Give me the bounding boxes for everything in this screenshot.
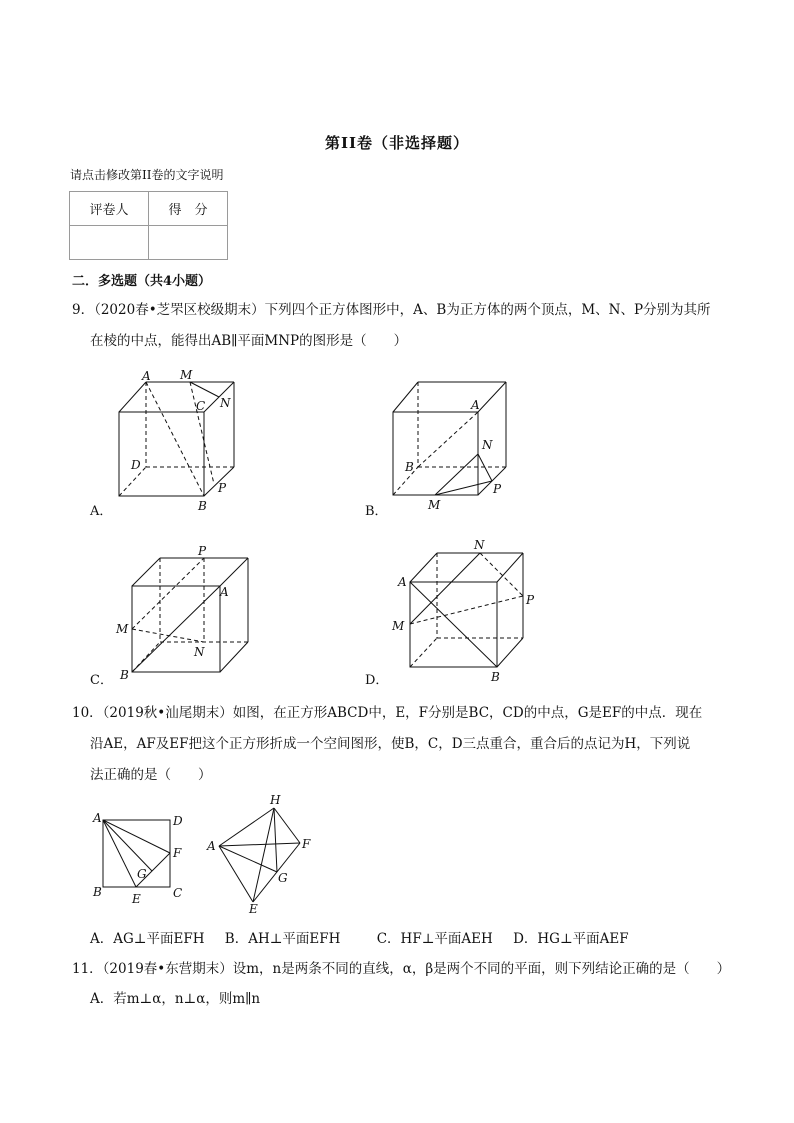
instruction-note[interactable]: 请点击修改第II卷的文字说明 — [70, 168, 224, 182]
q9-option-a[interactable]: A． — [90, 504, 113, 519]
grader-header: 评卷人 — [70, 192, 149, 226]
label-b: B — [120, 668, 129, 682]
section-title: 二．多选题（共4小题） — [72, 274, 212, 289]
label-n: N — [474, 538, 485, 552]
q9-figure-c — [112, 542, 254, 682]
q9-figure-b — [385, 374, 525, 514]
q9-figure-a — [110, 366, 250, 512]
q9-option-c[interactable]: C． — [90, 673, 113, 688]
label-m: M — [180, 368, 193, 382]
label-p: P — [198, 544, 207, 558]
q11-stem-line1: 11．（2019春•东营期末）设m，n是两条不同的直线，α，β是两个不同的平面，则下列结论正确的是（ ） — [72, 961, 731, 977]
label-a: A — [207, 839, 216, 853]
label-c: C — [173, 886, 183, 900]
label-a: A — [93, 811, 102, 825]
label-n: N — [194, 645, 205, 659]
grader-cell[interactable] — [70, 226, 149, 260]
label-d: D — [131, 458, 141, 472]
label-p: P — [526, 593, 535, 607]
label-f: F — [173, 846, 182, 860]
label-a: A — [471, 398, 480, 412]
label-b: B — [491, 670, 500, 684]
q10-answer-options — [90, 927, 629, 947]
label-m: M — [428, 498, 441, 512]
label-a: A — [220, 585, 229, 599]
q9-stem-line2: 在棱的中点，能得出AB∥平面MNP的图形是（ ） — [90, 333, 408, 349]
label-d: D — [173, 814, 183, 828]
q10-option-c[interactable]: C．HF⊥平面AEH — [376, 931, 493, 947]
label-a: A — [398, 575, 407, 589]
q9-figure-d — [390, 536, 540, 684]
score-table — [69, 191, 228, 260]
q10-option-d[interactable]: D．HG⊥平面AEF — [513, 931, 629, 947]
label-n: N — [482, 438, 493, 452]
score-cell[interactable] — [149, 226, 228, 260]
label-e: E — [249, 902, 258, 916]
label-b: B — [198, 499, 207, 512]
q10-stem-line1: 10．（2019秋•汕尾期末）如图，在正方形ABCD中，E，F分别是BC，CD的中点，G是EF的中点．现在 — [72, 705, 703, 721]
q10-option-b[interactable]: B．AH⊥平面EFH — [224, 931, 341, 947]
q11-option-a[interactable]: A．若m⊥α，n⊥α，则m∥n — [90, 991, 261, 1007]
label-m: M — [392, 619, 405, 633]
label-n: N — [220, 396, 231, 410]
label-p: P — [493, 482, 502, 496]
q10-option-a[interactable]: A．AG⊥平面EFH — [90, 931, 205, 947]
label-a: A — [142, 369, 151, 383]
q9-option-d[interactable]: D． — [365, 673, 389, 688]
label-c: C — [196, 399, 206, 413]
q10-figure-tetrahedron — [202, 792, 322, 918]
label-h: H — [270, 793, 281, 807]
label-b: B — [93, 885, 102, 899]
label-g: G — [278, 871, 288, 885]
q10-stem-line3: 法正确的是（ ） — [90, 767, 212, 783]
label-p: P — [218, 481, 227, 495]
label-e: E — [132, 892, 141, 906]
q10-stem-line2: 沿AE，AF及EF把这个正方形折成一个空间图形，使B，C，D三点重合，重合后的点记为H，下列说 — [90, 736, 691, 752]
section-heading: 第II卷（非选择题） — [324, 134, 470, 152]
label-m: M — [116, 622, 129, 636]
label-g: G — [137, 867, 147, 881]
q10-figure-square — [88, 806, 198, 910]
label-b: B — [405, 460, 414, 474]
score-header: 得 分 — [149, 192, 228, 226]
label-f: F — [302, 837, 311, 851]
q9-stem-line1: 9．（2020春•芝罘区校级期末）下列四个正方体图形中，A、B为正方体的两个顶点，M、N、P分别为其所 — [72, 302, 711, 318]
q9-option-b[interactable]: B． — [365, 504, 388, 519]
